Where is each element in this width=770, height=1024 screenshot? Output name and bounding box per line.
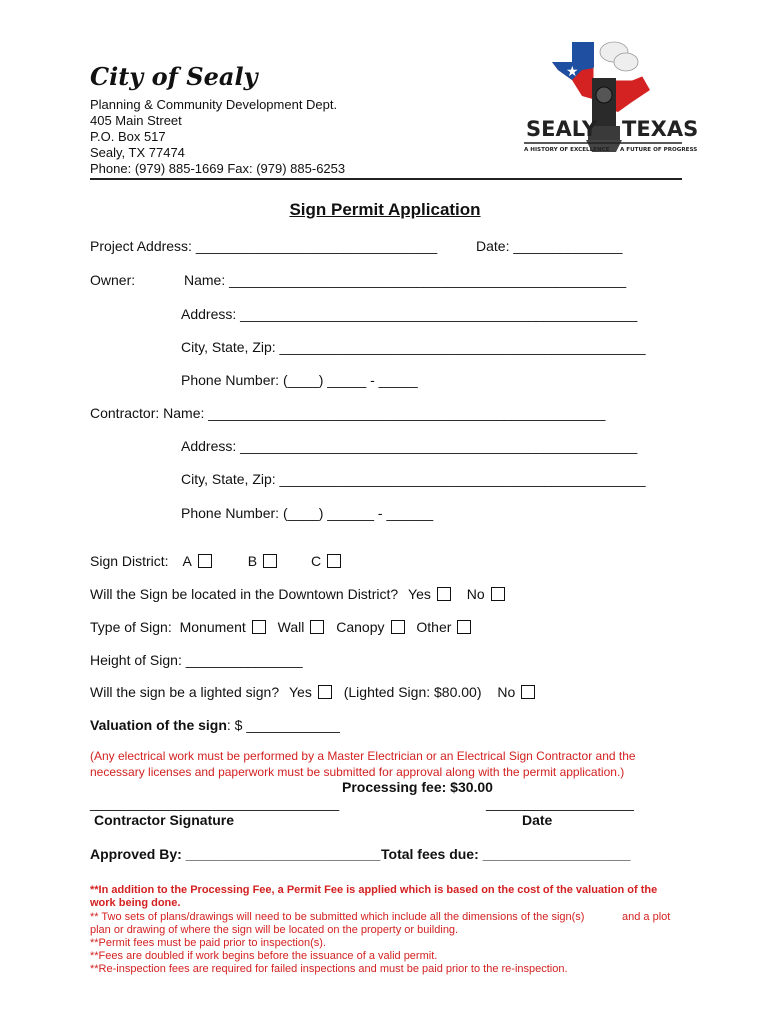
downtown-no-checkbox[interactable]: [491, 587, 505, 601]
contractor-signature-label: Contractor Signature: [94, 812, 235, 828]
district-b-label: B: [247, 553, 258, 569]
sign-type-row: [90, 619, 471, 635]
downtown-no-label: No: [466, 586, 485, 602]
lighted-yes-checkbox[interactable]: [318, 685, 332, 699]
contractor-phone-field[interactable]: Phone Number: (____) ______ - ______: [181, 505, 434, 521]
contractor-city-field[interactable]: City, State, Zip: _______________________________________________: [181, 471, 646, 487]
sign-type-label: Type of Sign:: [90, 619, 172, 635]
owner-city-field[interactable]: City, State, Zip: _______________________________________________: [181, 339, 646, 355]
logo-left-tagline: A HISTORY OF EXCELLENCE: [524, 147, 610, 153]
district-b-checkbox[interactable]: [263, 554, 277, 568]
sign-district-label: Sign District:: [90, 553, 169, 569]
dept-name: Planning & Community Development Dept.: [90, 97, 338, 112]
type-monument-checkbox[interactable]: [252, 620, 266, 634]
type-other-checkbox[interactable]: [457, 620, 471, 634]
owner-label: Owner:: [90, 272, 136, 288]
contractor-name-field[interactable]: Contractor: Name: ___________________________________________________: [90, 405, 606, 421]
street-address: 405 Main Street: [90, 113, 182, 128]
project-address-field[interactable]: Project Address: _______________________________: [90, 238, 438, 254]
note-inspection: **Permit fees must be paid prior to inspection(s).: [90, 937, 326, 949]
logo-right-tagline: A FUTURE OF PROGRESS: [620, 147, 698, 153]
downtown-yes-checkbox[interactable]: [437, 587, 451, 601]
downtown-yes-label: Yes: [408, 586, 431, 602]
signature-date-label: Date: [522, 812, 553, 828]
district-a-label: A: [182, 553, 192, 569]
valuation-field[interactable]: [90, 717, 340, 733]
note-plans-line1: ** Two sets of plans/drawings will need to be submitted which include all the dimensions of the sign(s): [90, 911, 585, 923]
total-fees-field[interactable]: Total fees due: ___________________: [381, 846, 631, 862]
lighted-yes-label: Yes: [289, 684, 312, 700]
sealy-texas-logo: [522, 40, 699, 160]
po-box: P.O. Box 517: [90, 129, 166, 144]
sign-height-field[interactable]: Height of Sign: _______________: [90, 652, 303, 668]
type-wall-label: Wall: [277, 619, 305, 635]
signature-line[interactable]: ________________________________: [90, 795, 340, 811]
contractor-address-field[interactable]: Address: ___________________________________________________: [181, 438, 638, 454]
type-canopy-checkbox[interactable]: [391, 620, 405, 634]
electrical-note-line2: necessary licenses and paperwork must be submitted for approval along with the permit application.): [90, 765, 625, 779]
owner-phone-field[interactable]: Phone Number: (____) _____ - _____: [181, 372, 418, 388]
logo-right-word: TEXAS: [622, 117, 699, 141]
sign-district-row: [90, 553, 341, 569]
note-plans-line2: plan or drawing of where the sign will be located on the property or building.: [90, 924, 459, 936]
district-a-checkbox[interactable]: [198, 554, 212, 568]
date-field[interactable]: Date: ______________: [476, 238, 623, 254]
valuation-label: Valuation of the sign: [90, 717, 227, 733]
note-permit-fee-line1: **In addition to the Processing Fee, a Permit Fee is applied which is based on the cost of the valuation of the: [90, 884, 658, 896]
note-plans-line1-tail: and a plot: [622, 911, 671, 923]
logo-left-word: SEALY: [526, 117, 598, 141]
note-doubled-fees: **Fees are doubled if work begins before the issuance of a valid permit.: [90, 950, 438, 962]
date-signature-line[interactable]: ___________________: [486, 795, 634, 811]
district-c-label: C: [310, 553, 322, 569]
phone-fax: Phone: (979) 885-1669 Fax: (979) 885-6253: [90, 161, 346, 176]
note-permit-fee-line2: work being done.: [90, 897, 181, 909]
type-wall-checkbox[interactable]: [310, 620, 324, 634]
type-monument-label: Monument: [179, 619, 246, 635]
form-title: Sign Permit Application: [289, 200, 481, 219]
lighted-no-label: No: [497, 684, 516, 700]
header-divider: [90, 178, 682, 180]
city-state-zip: Sealy, TX 77474: [90, 145, 185, 160]
downtown-question: Will the Sign be located in the Downtown District?: [90, 586, 399, 602]
lighted-fee-note: (Lighted Sign: $80.00): [343, 684, 482, 700]
type-other-label: Other: [416, 619, 452, 635]
owner-address-field[interactable]: Address: ___________________________________________________: [181, 306, 638, 322]
note-reinspection: **Re-inspection fees are required for failed inspections and must be paid prior to the re-inspection.: [90, 963, 568, 975]
downtown-row: [90, 586, 505, 602]
lighted-no-checkbox[interactable]: [521, 685, 535, 699]
approved-by-field[interactable]: Approved By: _________________________: [90, 846, 381, 862]
owner-name-field[interactable]: Name: ___________________________________________________: [184, 272, 627, 288]
district-c-checkbox[interactable]: [327, 554, 341, 568]
type-canopy-label: Canopy: [336, 619, 385, 635]
valuation-blank: : $ ____________: [226, 717, 340, 733]
city-title: City of Sealy: [90, 62, 258, 91]
electrical-note-line1: (Any electrical work must be performed by a Master Electrician or an Electrical Sign Contractor and the: [90, 749, 636, 763]
lighted-question: Will the sign be a lighted sign?: [90, 684, 280, 700]
processing-fee: Processing fee: $30.00: [342, 779, 493, 795]
lighted-row: [90, 684, 535, 700]
svg-text:★: ★: [566, 64, 579, 80]
